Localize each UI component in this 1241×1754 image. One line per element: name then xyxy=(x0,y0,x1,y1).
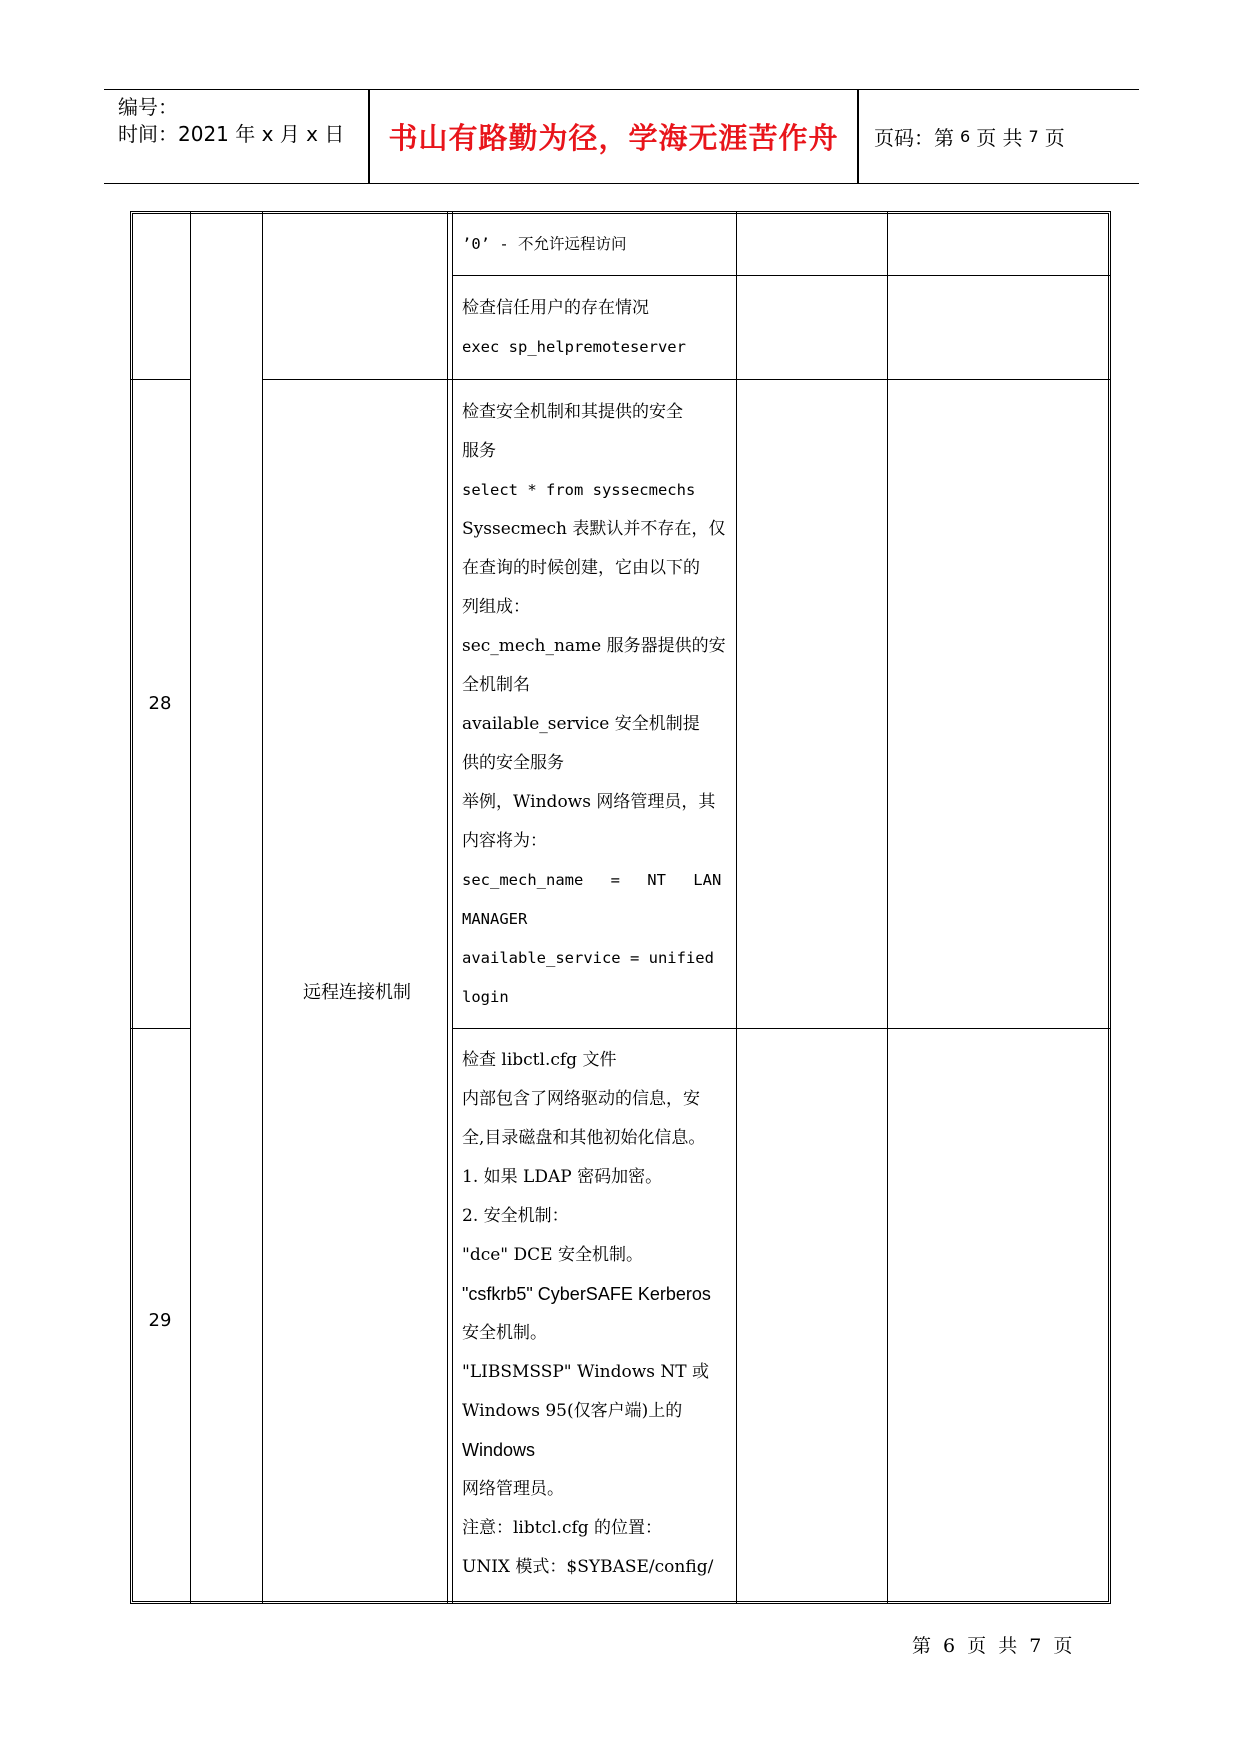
check-line: 全,目录磁盘和其他初始化信息。 xyxy=(462,1128,706,1148)
page-header xyxy=(104,89,1139,184)
check-line: Windows 95(仅客户端)上的 xyxy=(462,1401,683,1421)
row-divider xyxy=(130,1028,190,1029)
check-line: 列组成： xyxy=(462,597,530,617)
column-divider xyxy=(190,211,191,1604)
check-line: Syssecmech 表默认并不存在，仅 xyxy=(462,519,726,539)
row-divider xyxy=(130,379,190,380)
serial-label: 编号： xyxy=(118,95,178,119)
page-current: 6 xyxy=(960,127,971,146)
check-line: 在查询的时候创建，它由以下的 xyxy=(462,558,700,578)
check-line: "dce" DCE 安全机制。 xyxy=(462,1245,643,1265)
check-line: available_service 安全机制提 xyxy=(462,714,700,734)
check-line: exec sp_helpremoteserver xyxy=(462,338,686,356)
row-divider xyxy=(452,275,1111,276)
check-line: "csfkrb5" CyberSAFE Kerberos xyxy=(462,1284,711,1304)
column-divider xyxy=(736,211,737,1604)
check-line: 服务 xyxy=(462,441,496,461)
page-footer: 第 6 页 共 7 页 xyxy=(912,1635,1073,1657)
check-line: 检查 libctl.cfg 文件 xyxy=(462,1050,617,1070)
page-prefix: 页码：第 xyxy=(874,126,954,150)
check-line: sec_mech_name 服务器提供的安 xyxy=(462,636,726,656)
row-divider xyxy=(452,1028,1111,1029)
check-line: 安全机制。 xyxy=(462,1323,547,1343)
column-divider xyxy=(447,211,448,1604)
column-divider xyxy=(452,211,453,1604)
page-total: 7 xyxy=(1028,127,1039,146)
check-line: 注意：libtcl.cfg 的位置： xyxy=(462,1518,663,1538)
column-divider xyxy=(887,211,888,1604)
check-line: sec_mech_name = NT LAN xyxy=(462,871,722,889)
header-page-number xyxy=(874,90,1065,183)
check-line: "LIBSMSSP" Windows NT 或 xyxy=(462,1362,709,1382)
check-line: 内容将为： xyxy=(462,831,547,851)
page-mid: 页 共 xyxy=(976,126,1023,150)
check-content-cell xyxy=(462,393,736,1017)
check-line: select * from syssecmechs xyxy=(462,481,696,499)
check-line: UNIX 模式：$SYBASE/config/ xyxy=(462,1557,714,1577)
page-suffix: 页 xyxy=(1044,126,1065,150)
check-line: 举例，Windows 网络管理员，其 xyxy=(462,792,716,812)
time-label: 时间：2021 年 x 月 x 日 xyxy=(118,122,345,146)
check-line: login xyxy=(462,988,509,1006)
header-meta xyxy=(118,94,368,148)
check-content-cell xyxy=(462,289,736,367)
check-line: MANAGER xyxy=(462,910,528,928)
check-line: 网络管理员。 xyxy=(462,1479,564,1499)
check-line: ’0’ - 不允许远程访问 xyxy=(462,235,627,253)
check-line: 供的安全服务 xyxy=(462,753,564,773)
check-line: 检查安全机制和其提供的安全 xyxy=(462,402,683,422)
check-line: 2. 安全机制： xyxy=(462,1206,569,1226)
check-line: 内部包含了网络驱动的信息，安 xyxy=(462,1089,700,1109)
column-divider xyxy=(262,211,263,1604)
header-divider xyxy=(857,90,859,183)
check-line: available_service = unified xyxy=(462,949,714,967)
row-number: 28 xyxy=(148,693,172,714)
check-line: 全机制名 xyxy=(462,675,530,695)
check-item-label: 远程连接机制 xyxy=(303,982,411,1003)
check-content-cell xyxy=(462,1041,736,1587)
check-line: 1. 如果 LDAP 密码加密。 xyxy=(462,1167,663,1187)
row-divider xyxy=(262,379,1111,380)
row-number: 29 xyxy=(148,1310,172,1331)
check-line: Windows xyxy=(462,1440,536,1460)
check-line: 检查信任用户的存在情况 xyxy=(462,298,649,318)
check-content-cell xyxy=(462,225,736,264)
security-check-table xyxy=(130,211,1111,1604)
header-motto: 书山有路勤为径，学海无涯苦作舟 xyxy=(388,121,839,155)
